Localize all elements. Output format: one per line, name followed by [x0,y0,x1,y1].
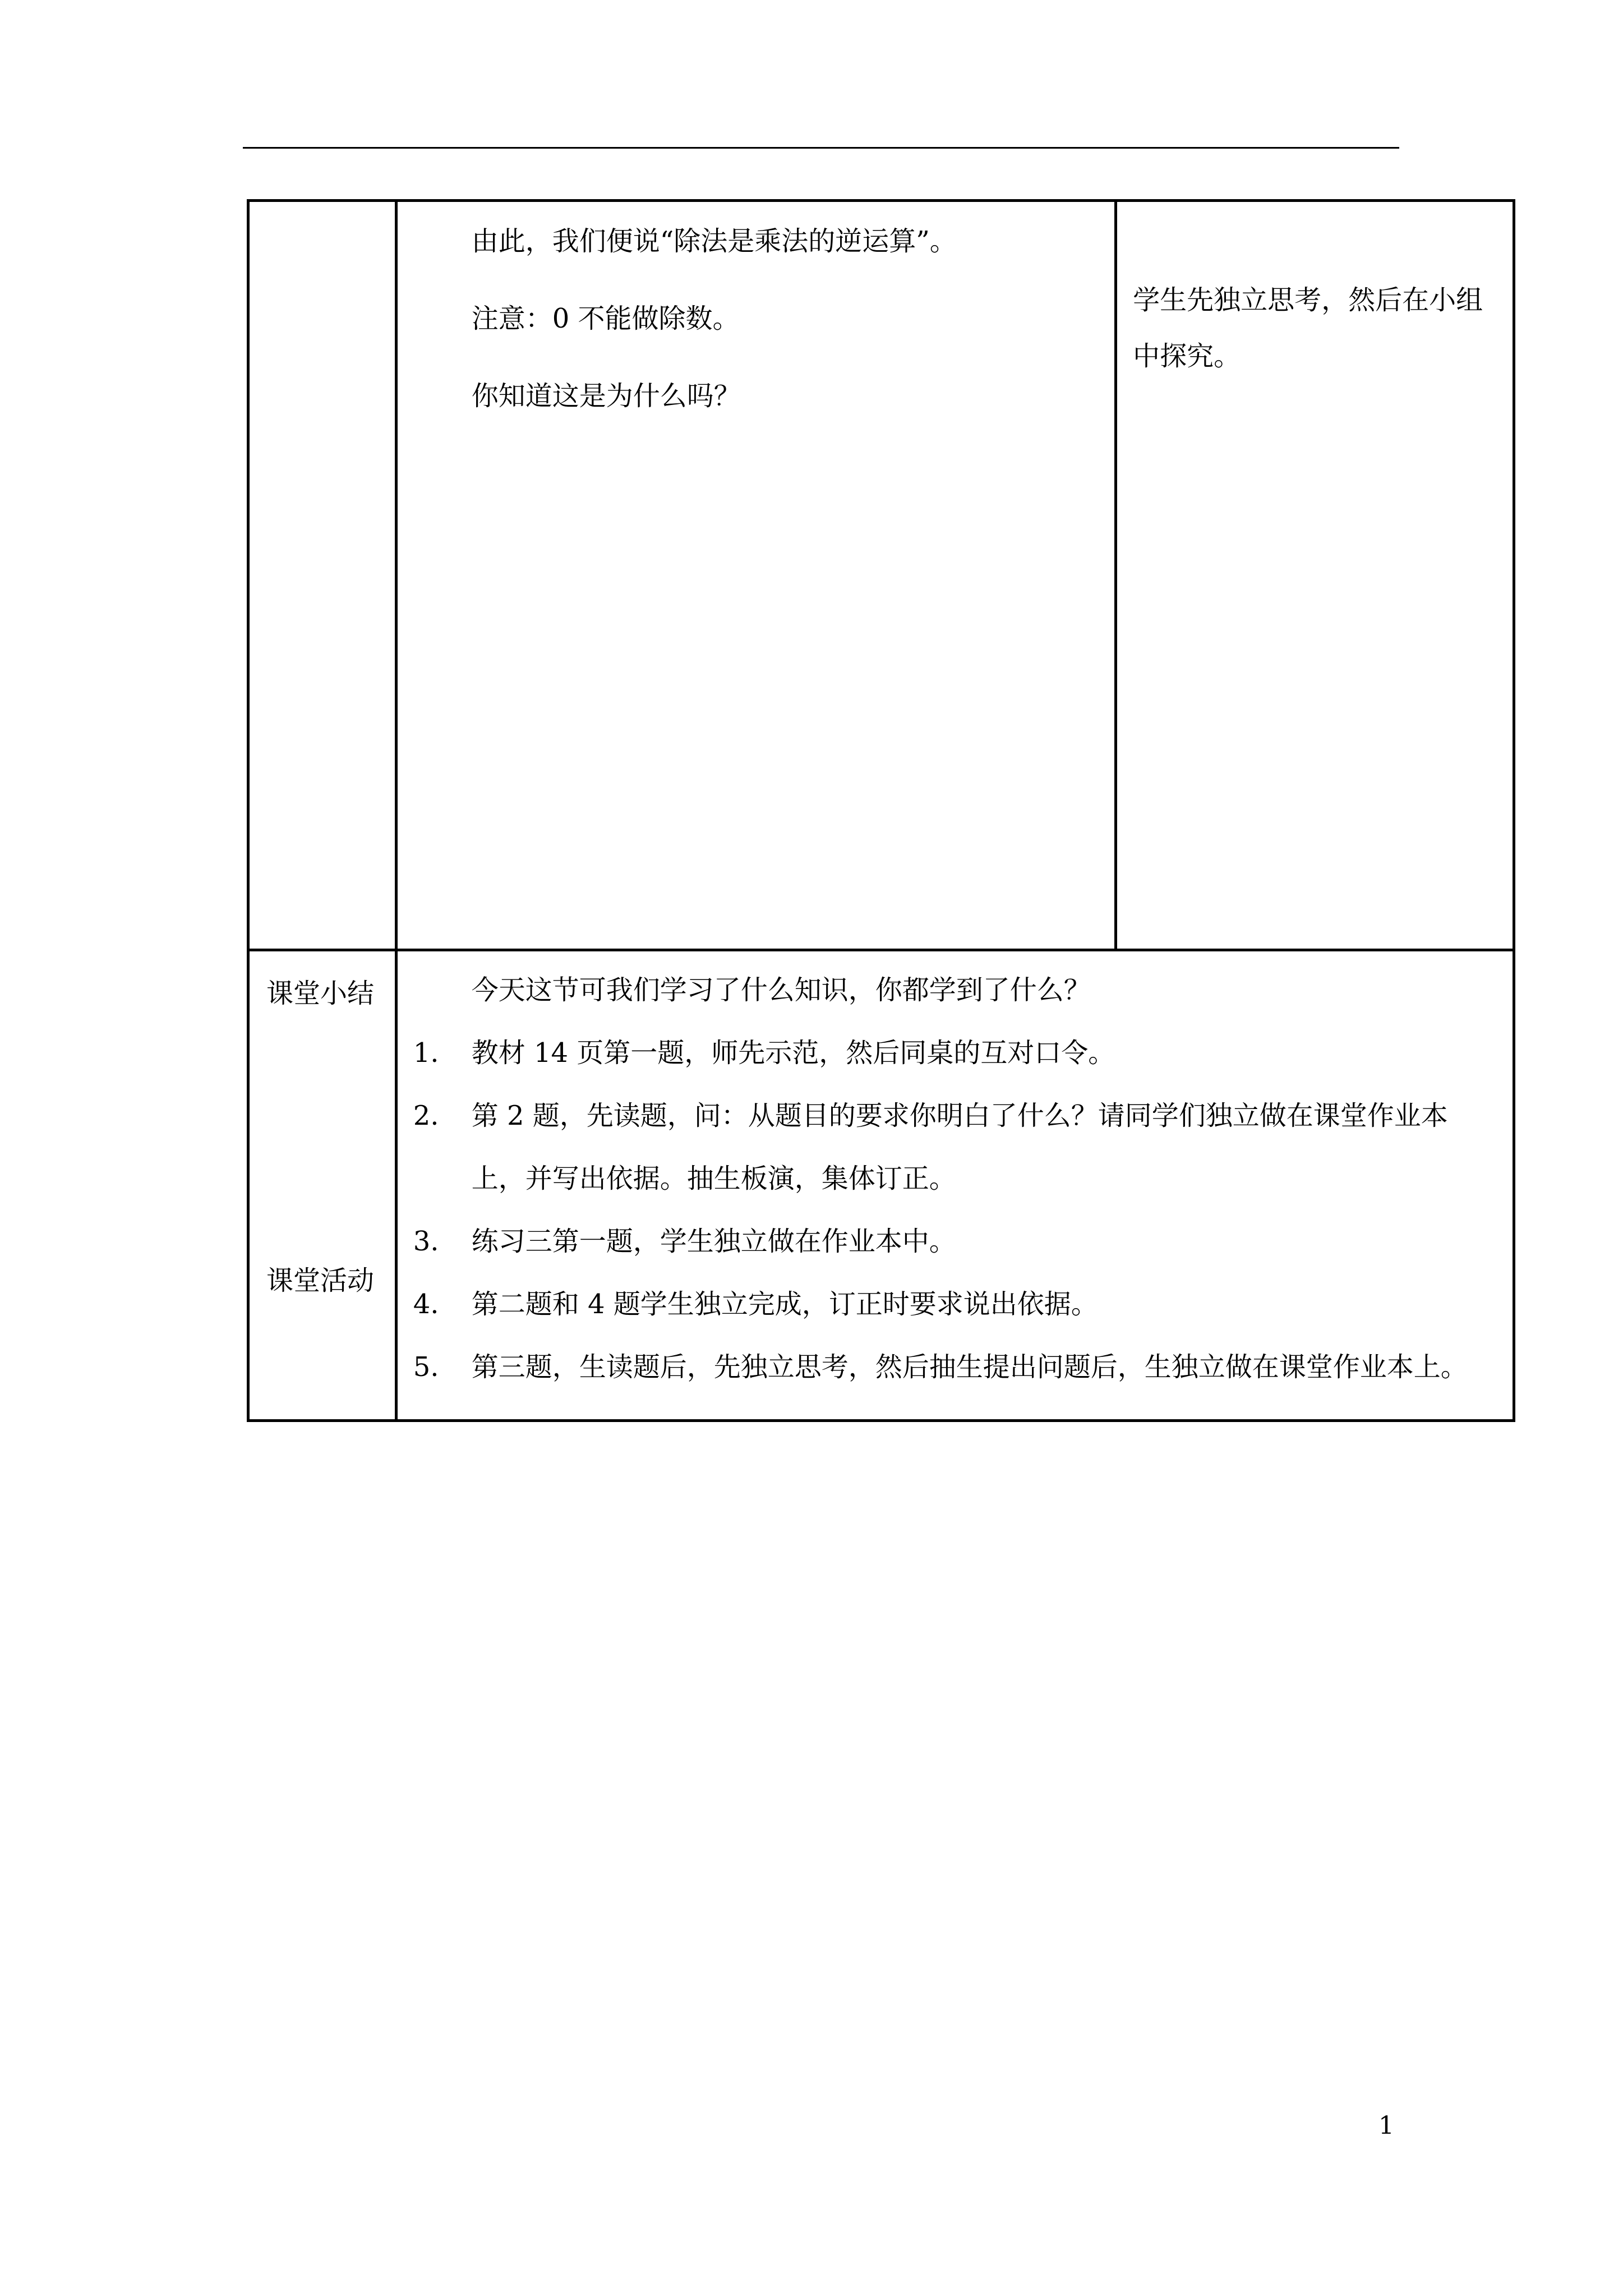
label-class-summary: 课堂小结 [266,978,375,1009]
list-item-text: 第 2 题，先读题，问：从题目的要求你明白了什么？请同学们独立做在课堂作业本 [471,1100,1448,1131]
list-item-text: 第三题，生读题后，先独立思考，然后抽生提出问题后，生独立做在课堂作业本上。 [471,1351,1468,1383]
header-rule [243,147,1399,149]
list-item-continuation [398,1159,1501,1222]
list-item [398,1285,1501,1347]
list-item-text: 第二题和 4 题学生独立完成，订正时要求说出依据。 [471,1289,1098,1320]
content-line-zero-divisor: 注意：0 不能做除数。 [471,303,740,334]
section-label-cell [248,950,396,1421]
page-number: 1 [1378,2111,1394,2140]
list-item-number: 2. [413,1100,439,1131]
list-item [398,1096,1501,1159]
list-item [398,1347,1501,1410]
empty-label-cell [248,201,396,950]
list-item [398,1033,1501,1096]
table-row-continued [248,201,1514,950]
teaching-content-cell [396,201,1115,950]
content-line-question: 你知道这是为什么吗？ [471,380,741,412]
label-class-activity: 课堂活动 [266,1265,375,1296]
student-activity-line-2: 中探究。 [1133,341,1241,372]
list-item [398,1222,1501,1285]
content-line-inverse-operation: 由此，我们便说“除法是乘法的逆运算”。 [471,226,957,257]
list-item-text: 教材 14 页第一题，师先示范，然后同桌的互对口令。 [471,1037,1115,1069]
list-item-number: 4. [413,1289,439,1320]
summary-activity-content-cell [396,950,1514,1421]
list-item-number: 5. [413,1351,439,1383]
list-item-number: 3. [413,1226,439,1257]
list-item-number: 1. [413,1037,439,1069]
list-item-text: 练习三第一题，学生独立做在作业本中。 [471,1226,956,1257]
table-row-summary-activity [248,950,1514,1421]
list-item-text: 上，并写出依据。抽生板演，集体订正。 [471,1163,956,1194]
student-activity-cell [1116,201,1514,950]
student-activity-line-1: 学生先独立思考，然后在小组 [1133,284,1483,316]
lesson-plan-table [247,199,1515,1422]
summary-intro: 今天这节可我们学习了什么知识，你都学到了什么？ [471,974,1091,1006]
